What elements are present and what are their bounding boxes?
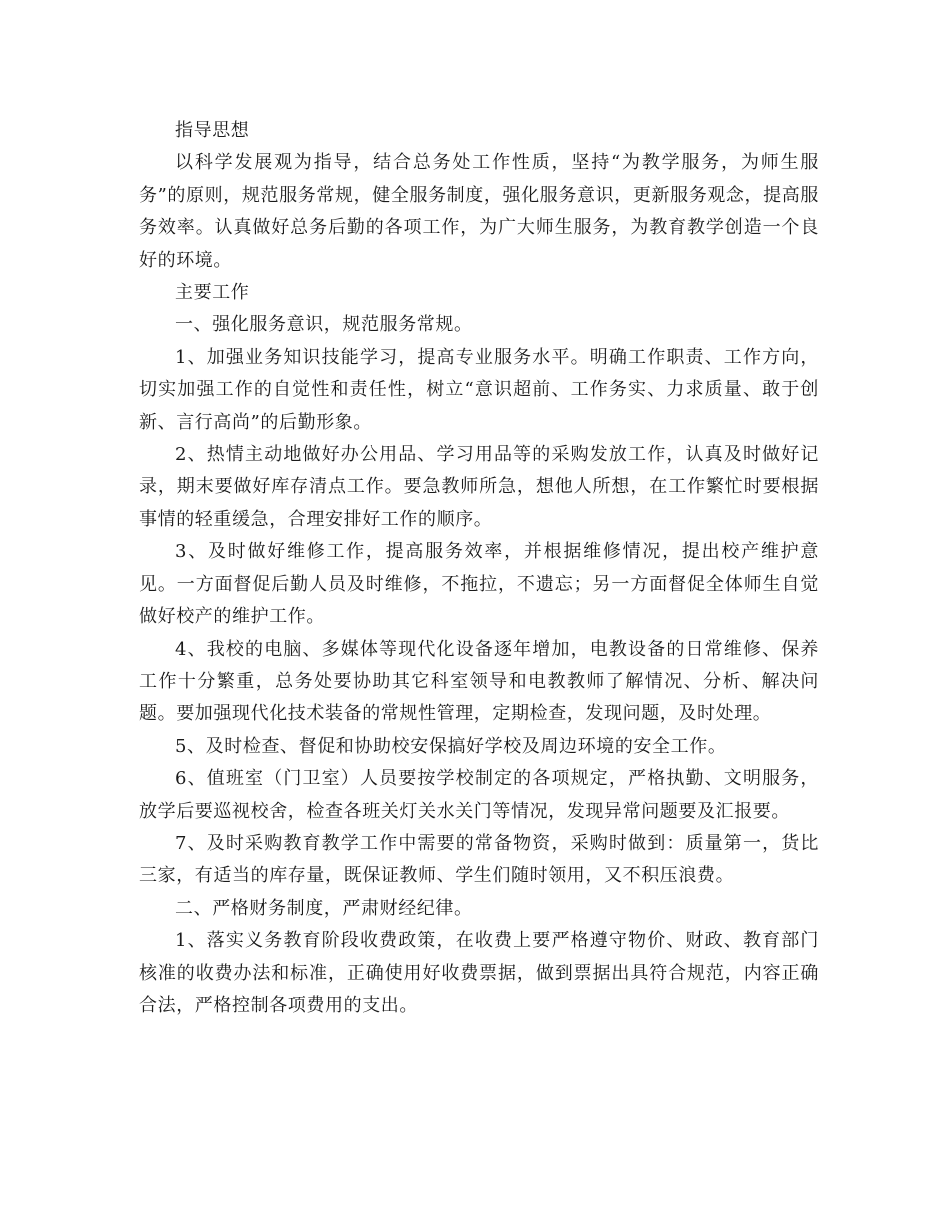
list-item-2: 2、热情主动地做好办公用品、学习用品等的采购发放工作，认真及时做好记录，期末要做好库存清点工作。要急教师所急，想他人所想，在工作繁忙时要根据事情的轻重缓急，合理安排好工作的顺序。 bbox=[139, 444, 819, 530]
list-item-4: 4、我校的电脑、多媒体等现代化设备逐年增加，电教设备的日常维修、保养工作十分繁重，总务处要协助其它科室领导和电教教师了解情况、分析、解决问题。要加强现代化技术装备的常规性管理，定期检查，发现问题，及时处理。 bbox=[139, 638, 819, 725]
list-item-1: 1、加强业务知识技能学习，提高专业服务水平。明确工作职责、工作方向，切实加强工作的自觉性和责任性，树立“意识超前、工作务实、力求质量、敢于创新、言行高尚”的后勤形象。 bbox=[139, 346, 819, 433]
heading-main-work: 主要工作 bbox=[175, 282, 250, 304]
section-heading-service: 一、强化服务意识，规范服务常规。 bbox=[175, 314, 473, 336]
list-item-6: 6、值班室（门卫室）人员要按学校制定的各项规定，严格执勤、文明服务，放学后要巡视校舍，检查各班关灯关水关门等情况，发现异常问题要及汇报要。 bbox=[139, 768, 819, 822]
list-item-7: 7、及时采购教育教学工作中需要的常备物资，采购时做到：质量第一，货比三家，有适当的库存量，既保证教师、学生们随时领用，又不积压浪费。 bbox=[139, 832, 819, 887]
section-heading-finance: 二、严格财务制度，严肃财经纪律。 bbox=[175, 897, 473, 919]
list-item-5: 5、及时检查、督促和协助校安保搞好学校及周边环境的安全工作。 bbox=[175, 735, 727, 757]
finance-item-1: 1、落实义务教育阶段收费政策，在收费上要严格遵守物价、财政、教育部门核准的收费办法和标准，正确使用好收费票据，做到票据出具符合规范，内容正确合法，严格控制各项费用的支出。 bbox=[139, 930, 819, 1016]
document-body bbox=[139, 115, 819, 1022]
list-item-3: 3、及时做好维修工作，提高服务效率，并根据维修情况，提出校产维护意见。一方面督促后勤人员及时维修，不拖拉，不遗忘；另一方面督促全体师生自觉做好校产的维护工作。 bbox=[139, 541, 819, 628]
heading-guiding-ideology: 指导思想 bbox=[175, 120, 250, 141]
paragraph-guiding-ideology: 以科学发展观为指导，结合总务处工作性质，坚持“为教学服务，为师生服务”的原则，规范服务常规，健全服务制度，强化服务意识，更新服务观念，提高服务效率。认真做好总务后勤的各项工作，为广大师生服务，为教育教学创造一个良好的环境。 bbox=[139, 152, 819, 271]
